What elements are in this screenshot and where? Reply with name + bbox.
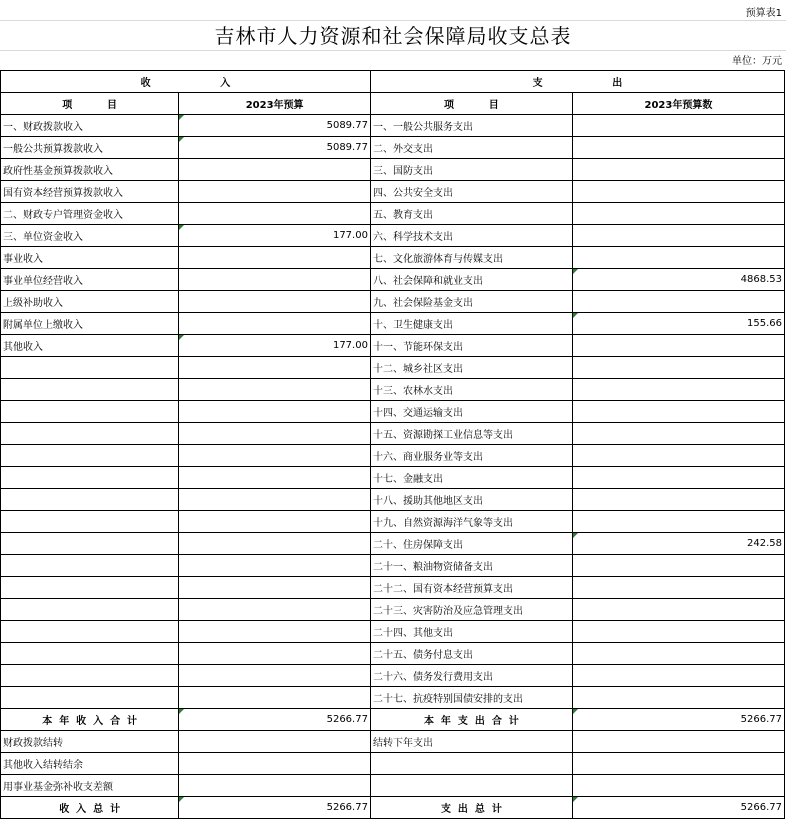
expense-item-cell: 十七、金融支出 — [370, 467, 572, 489]
income-value-cell — [179, 467, 371, 489]
expense-item-cell: 二十四、其他支出 — [370, 621, 572, 643]
expense-item-cell: 四、公共安全支出 — [370, 181, 572, 203]
other-carryover-row — [1, 753, 785, 775]
expense-value-cell: 155.66 — [572, 313, 784, 335]
expense-value-cell — [572, 665, 784, 687]
income-section-header: 收 入 — [1, 71, 371, 93]
income-value-cell — [179, 269, 371, 291]
income-item-cell: 事业收入 — [1, 247, 179, 269]
table-row — [1, 643, 785, 665]
table-row — [1, 511, 785, 533]
expense-value-cell — [572, 115, 784, 137]
table-row — [1, 379, 785, 401]
income-grand-total-label: 收 入 总 计 — [1, 797, 179, 819]
expense-item-cell: 九、社会保险基金支出 — [370, 291, 572, 313]
empty-cell — [572, 775, 784, 797]
table-row — [1, 555, 785, 577]
expense-carryover-label: 结转下年支出 — [370, 731, 572, 753]
income-item-cell — [1, 445, 179, 467]
table-row — [1, 489, 785, 511]
expense-value-cell — [572, 489, 784, 511]
income-value-cell — [179, 423, 371, 445]
expense-value-cell — [572, 445, 784, 467]
income-value-cell: 5089.77 — [179, 115, 371, 137]
expense-section-header: 支 出 — [370, 71, 784, 93]
table-row — [1, 225, 785, 247]
expense-value-cell — [572, 599, 784, 621]
expense-item-cell: 二、外交支出 — [370, 137, 572, 159]
income-item-cell — [1, 599, 179, 621]
expense-item-cell: 十九、自然资源海洋气象等支出 — [370, 511, 572, 533]
expense-value-cell — [572, 137, 784, 159]
income-item-cell — [1, 621, 179, 643]
table-row — [1, 621, 785, 643]
expense-value-cell: 242.58 — [572, 533, 784, 555]
expense-value-cell — [572, 203, 784, 225]
expense-value-cell — [572, 401, 784, 423]
income-item-cell: 上级补助收入 — [1, 291, 179, 313]
expense-item-cell: 八、社会保障和就业支出 — [370, 269, 572, 291]
income-item-cell — [1, 489, 179, 511]
income-value-cell — [179, 313, 371, 335]
income-item-cell — [1, 467, 179, 489]
table-number-label: 预算表1 — [745, 8, 782, 19]
table-row — [1, 247, 785, 269]
table-row — [1, 313, 785, 335]
empty-cell — [572, 753, 784, 775]
gridline — [0, 50, 786, 51]
income-value-cell: 177.00 — [179, 335, 371, 357]
table-row — [1, 599, 785, 621]
expense-item-cell: 七、文化旅游体育与传媒支出 — [370, 247, 572, 269]
income-value-cell — [179, 357, 371, 379]
income-item-cell — [1, 577, 179, 599]
table-row — [1, 445, 785, 467]
expense-item-cell: 十三、农林水支出 — [370, 379, 572, 401]
income-value-cell — [179, 291, 371, 313]
income-subtotal-label: 本 年 收 入 合 计 — [1, 709, 179, 731]
table-row — [1, 533, 785, 555]
expense-value-cell — [572, 247, 784, 269]
empty-cell — [370, 753, 572, 775]
expense-item-cell: 十一、节能环保支出 — [370, 335, 572, 357]
income-item-cell: 国有资本经营预算拨款收入 — [1, 181, 179, 203]
income-budget-header: 2023年预算 — [179, 93, 371, 115]
expense-item-cell: 十四、交通运输支出 — [370, 401, 572, 423]
income-item-cell: 一般公共预算拨款收入 — [1, 137, 179, 159]
expense-item-cell: 二十七、抗疫特别国债安排的支出 — [370, 687, 572, 709]
income-item-cell: 事业单位经营收入 — [1, 269, 179, 291]
expense-item-cell: 二十二、国有资本经营预算支出 — [370, 577, 572, 599]
income-item-cell: 其他收入 — [1, 335, 179, 357]
expense-grand-total-label: 支 出 总 计 — [370, 797, 572, 819]
expense-item-cell: 十八、援助其他地区支出 — [370, 489, 572, 511]
table-row — [1, 137, 785, 159]
expense-carryover-value — [572, 731, 784, 753]
table-row — [1, 357, 785, 379]
expense-value-cell — [572, 379, 784, 401]
expense-value-cell — [572, 159, 784, 181]
empty-cell — [370, 775, 572, 797]
income-value-cell — [179, 687, 371, 709]
expense-item-cell: 五、教育支出 — [370, 203, 572, 225]
income-grand-total-value: 5266.77 — [179, 797, 371, 819]
table-row — [1, 291, 785, 313]
expense-value-cell — [572, 511, 784, 533]
table-row — [1, 467, 785, 489]
income-item-cell: 政府性基金预算拨款收入 — [1, 159, 179, 181]
income-item-cell — [1, 401, 179, 423]
income-value-cell — [179, 181, 371, 203]
income-fund-offset-label: 用事业基金弥补收支差额 — [1, 775, 179, 797]
expense-item-cell: 二十、住房保障支出 — [370, 533, 572, 555]
income-item-cell — [1, 665, 179, 687]
expense-value-cell — [572, 225, 784, 247]
income-carryover-label: 财政拨款结转 — [1, 731, 179, 753]
expense-grand-total-value: 5266.77 — [572, 797, 784, 819]
page-title: 吉林市人力资源和社会保障局收支总表 — [214, 24, 572, 48]
income-value-cell — [179, 621, 371, 643]
table-row — [1, 269, 785, 291]
table-row — [1, 115, 785, 137]
expense-subtotal-value: 5266.77 — [572, 709, 784, 731]
income-value-cell — [179, 445, 371, 467]
expense-value-cell — [572, 555, 784, 577]
income-value-cell — [179, 665, 371, 687]
income-value-cell — [179, 489, 371, 511]
grand-total-row — [1, 797, 785, 819]
empty-cell — [179, 775, 371, 797]
expense-value-cell — [572, 181, 784, 203]
income-value-cell — [179, 643, 371, 665]
income-item-cell — [1, 643, 179, 665]
table-row — [1, 181, 785, 203]
expense-item-cell: 六、科学技术支出 — [370, 225, 572, 247]
income-value-cell — [179, 533, 371, 555]
carryover-row — [1, 731, 785, 753]
column-header-row — [1, 93, 785, 115]
income-value-cell: 177.00 — [179, 225, 371, 247]
income-other-carryover-label: 其他收入结转结余 — [1, 753, 179, 775]
income-value-cell — [179, 379, 371, 401]
expense-value-cell — [572, 467, 784, 489]
income-value-cell — [179, 511, 371, 533]
table-row — [1, 687, 785, 709]
expense-value-cell — [572, 423, 784, 445]
income-item-cell: 一、财政拨款收入 — [1, 115, 179, 137]
income-value-cell — [179, 401, 371, 423]
expense-value-cell — [572, 621, 784, 643]
expense-subtotal-label: 本 年 支 出 合 计 — [370, 709, 572, 731]
expense-value-cell — [572, 687, 784, 709]
table-row — [1, 577, 785, 599]
income-item-cell: 附属单位上缴收入 — [1, 313, 179, 335]
expense-item-cell: 二十一、粮油物资储备支出 — [370, 555, 572, 577]
table-row — [1, 335, 785, 357]
income-value-cell: 5089.77 — [179, 137, 371, 159]
gridline — [0, 20, 786, 21]
expense-value-cell — [572, 643, 784, 665]
income-item-cell — [1, 555, 179, 577]
expense-budget-header: 2023年预算数 — [572, 93, 784, 115]
income-item-cell — [1, 423, 179, 445]
income-value-cell — [179, 159, 371, 181]
expense-item-cell: 三、国防支出 — [370, 159, 572, 181]
table-row — [1, 401, 785, 423]
income-item-cell — [1, 379, 179, 401]
income-item-header: 项 目 — [1, 93, 179, 115]
fund-offset-row — [1, 775, 785, 797]
income-value-cell — [179, 247, 371, 269]
income-item-cell: 三、单位资金收入 — [1, 225, 179, 247]
income-value-cell — [179, 599, 371, 621]
expense-item-cell: 一、一般公共服务支出 — [370, 115, 572, 137]
income-item-cell — [1, 511, 179, 533]
table-row — [1, 203, 785, 225]
income-value-cell — [179, 555, 371, 577]
income-item-cell — [1, 687, 179, 709]
expense-item-cell: 十五、资源勘探工业信息等支出 — [370, 423, 572, 445]
table-row — [1, 665, 785, 687]
income-value-cell — [179, 203, 371, 225]
expense-item-header: 项 目 — [370, 93, 572, 115]
income-carryover-value — [179, 731, 371, 753]
expense-item-cell: 十二、城乡社区支出 — [370, 357, 572, 379]
table-row — [1, 159, 785, 181]
revenue-expenditure-table — [0, 70, 785, 819]
expense-item-cell: 二十六、债务发行费用支出 — [370, 665, 572, 687]
expense-item-cell: 十六、商业服务业等支出 — [370, 445, 572, 467]
table-row — [1, 423, 785, 445]
income-value-cell — [179, 577, 371, 599]
income-item-cell — [1, 533, 179, 555]
expense-value-cell — [572, 291, 784, 313]
income-subtotal-value: 5266.77 — [179, 709, 371, 731]
expense-item-cell: 十、卫生健康支出 — [370, 313, 572, 335]
expense-value-cell — [572, 335, 784, 357]
income-item-cell — [1, 357, 179, 379]
income-item-cell: 二、财政专户管理资金收入 — [1, 203, 179, 225]
unit-label: 单位：万元 — [732, 56, 782, 67]
empty-cell — [179, 753, 371, 775]
expense-value-cell: 4868.53 — [572, 269, 784, 291]
expense-item-cell: 二十三、灾害防治及应急管理支出 — [370, 599, 572, 621]
expense-item-cell: 二十五、债务付息支出 — [370, 643, 572, 665]
section-header-row — [1, 71, 785, 93]
subtotal-row — [1, 709, 785, 731]
expense-value-cell — [572, 577, 784, 599]
expense-value-cell — [572, 357, 784, 379]
